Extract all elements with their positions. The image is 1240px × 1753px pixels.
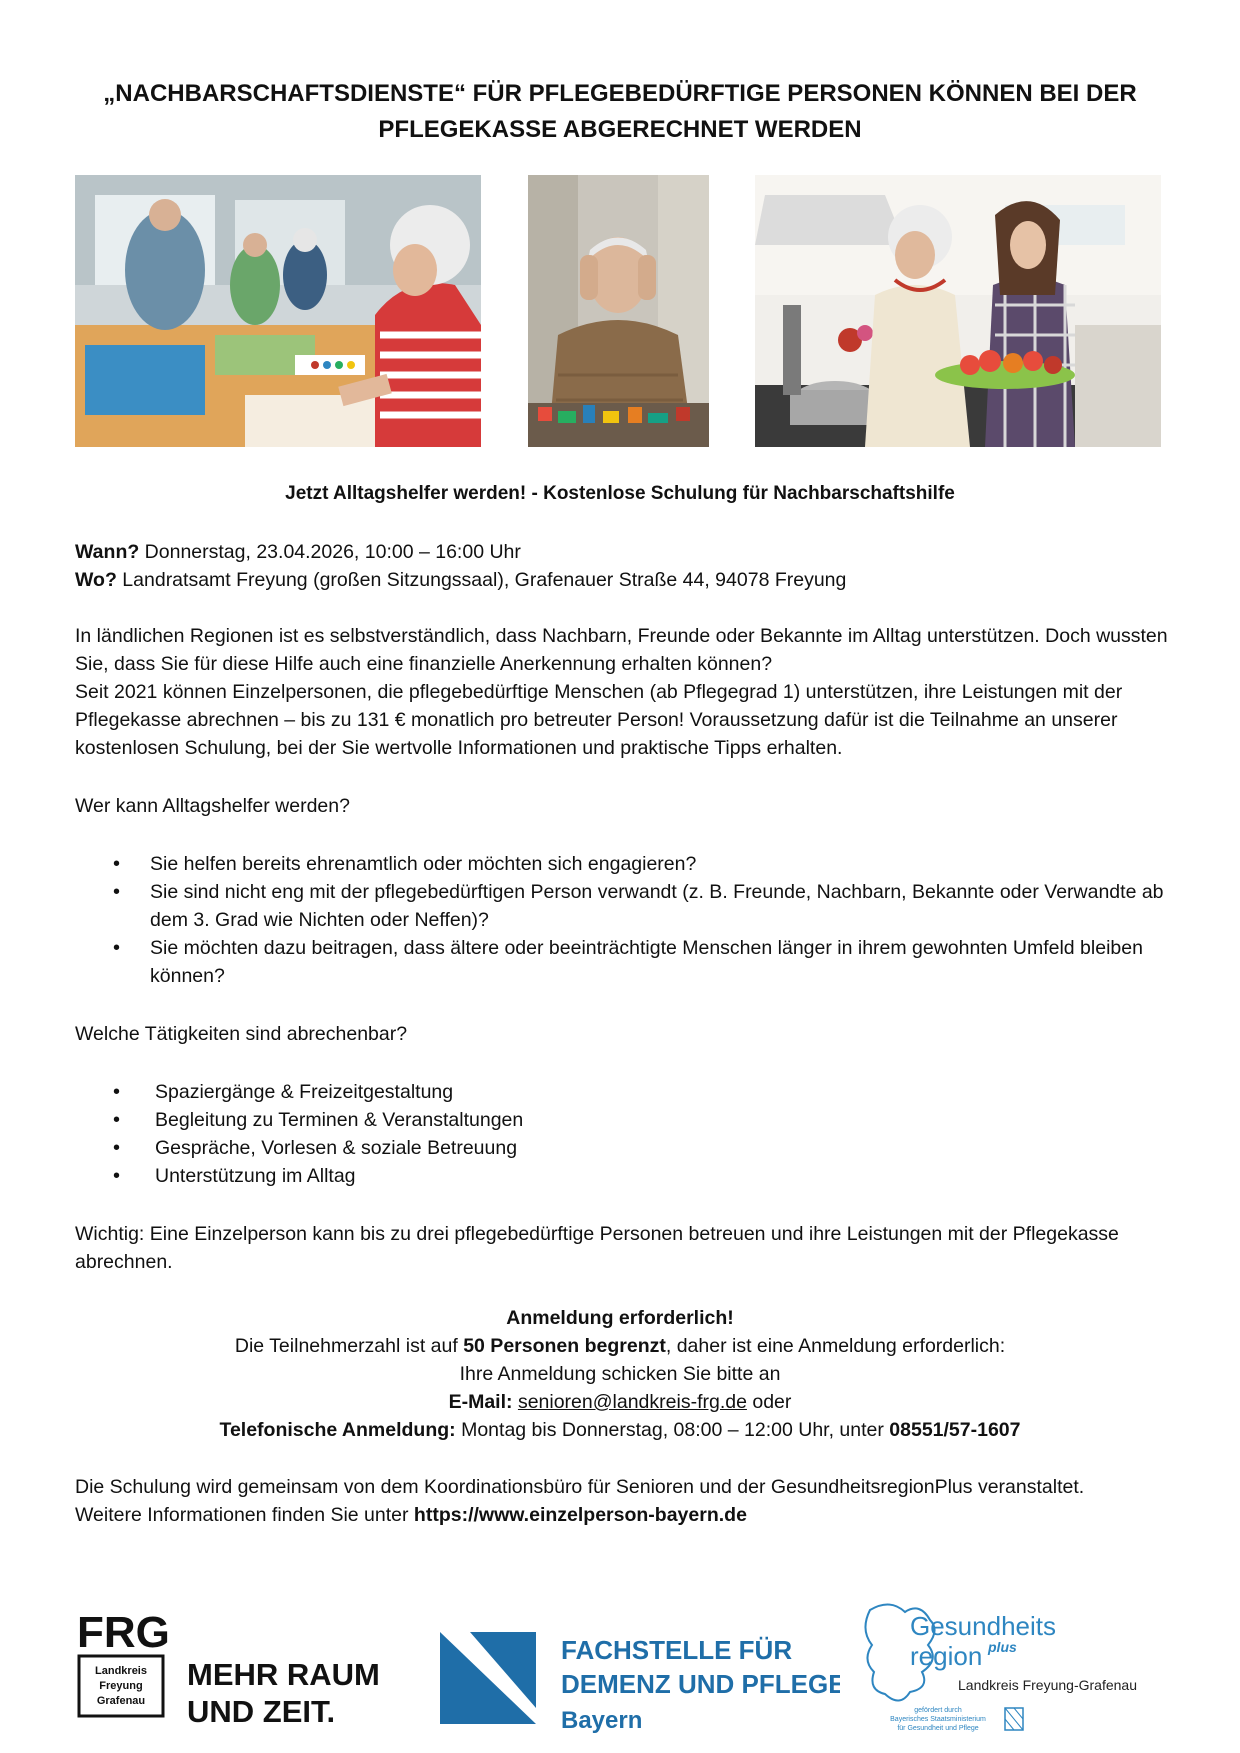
fachstelle-logo <box>440 1590 840 1740</box>
event-when <box>75 538 1170 566</box>
fachstelle-line-2: DEMENZ UND PFLEGE <box>561 1669 840 1699</box>
title-line-1: „NACHBARSCHAFTSDIENSTE“ FÜR PFLEGEBEDÜRFTIGE PERSONEN KÖNNEN BEI DER <box>103 80 1137 107</box>
frg-slogan-2: UND ZEIT. <box>187 1694 336 1729</box>
region-word: region <box>910 1641 983 1671</box>
list-item: • Spaziergänge & Freizeitgestaltung <box>75 1078 1170 1106</box>
email-label: E-Mail: <box>448 1391 513 1413</box>
phone-line: Telefonische Anmeldung: Montag bis Donnerstag, 08:00 – 12:00 Uhr, unter 08551/57-1607 <box>219 1419 1021 1441</box>
activities-list <box>75 1078 1170 1190</box>
plus-word: plus <box>988 1639 1017 1655</box>
question-2-heading: Welche Tätigkeiten sind abrechenbar? <box>75 1023 408 1045</box>
where-value: Landratsamt Freyung (großen Sitzungssaal), Grafenauer Straße 44, 94078 Freyung <box>116 569 847 591</box>
website-link[interactable]: https://www.einzelperson-bayern.de <box>413 1504 747 1526</box>
frg-logo <box>75 1590 395 1740</box>
training-subtitle: Jetzt Alltagshelfer werden! - Kostenlose Schulung für Nachbarschaftshilfe <box>285 483 955 504</box>
event-where <box>75 566 1170 594</box>
registration-block <box>75 1304 1165 1444</box>
svg-text:für Gesundheit und Pflege: für Gesundheit und Pflege <box>897 1725 979 1732</box>
question-1-heading: Wer kann Alltagshelfer werden? <box>75 795 350 817</box>
registration-heading: Anmeldung erforderlich! <box>506 1307 734 1329</box>
eligibility-list <box>75 850 1170 990</box>
gesundheitsregion-logo <box>860 1590 1160 1740</box>
district-name: Landkreis Freyung-Grafenau <box>958 1677 1137 1693</box>
when-label: Wann? <box>75 541 140 563</box>
list-item: • Sie helfen bereits ehrenamtlich oder möchten sich engagieren? <box>75 850 1170 878</box>
more-info-line: Weitere Informationen finden Sie unter https://www.einzelperson-bayern.de <box>75 1504 747 1526</box>
senior-painting-photo <box>75 175 481 447</box>
svg-text:Landkreis: Landkreis <box>95 1665 147 1677</box>
list-item: • Sie möchten dazu beitragen, dass ältere oder beeinträchtigte Menschen länger in ihrem gewohnten Umfeld bleiben können? <box>75 934 1170 990</box>
svg-text:gefördert durch: gefördert durch <box>914 1707 962 1714</box>
senior-man-headache-photo <box>528 175 709 447</box>
intro-paragraph-2: Seit 2021 können Einzelpersonen, die pflegebedürftige Menschen (ab Pflegegrad 1) unterstützen, ihre Leistungen mit der Pflegekasse abrechnen – bis zu 131 € monatlich pro betreuter Person! Voraussetzung dafür ist die Teilnahme an unserer kostenlosen Schulung, bei der Sie wertvolle Informationen und praktische Tipps erhalten. <box>75 681 1123 759</box>
page-title <box>75 76 1165 148</box>
phone-label: Telefonische Anmeldung: <box>219 1419 456 1441</box>
event-details <box>75 538 1170 594</box>
intro-paragraph-1: In ländlichen Regionen ist es selbstverständlich, dass Nachbarn, Freunde oder Bekannte im Alltag unterstützen. Doch wussten Sie, dass Sie für diese Hilfe auch eine finanzielle Anerkennung erhalten können? <box>75 625 1168 675</box>
organizers-line: Die Schulung wird gemeinsam von dem Koordinationsbüro für Senioren und der GesundheitsregionPlus veranstaltet. <box>75 1476 1085 1498</box>
intro-text <box>75 622 1170 762</box>
list-item: • Begleitung zu Terminen & Veranstaltungen <box>75 1106 1170 1134</box>
svg-text:Freyung: Freyung <box>99 1680 143 1692</box>
closing-text <box>75 1473 1170 1529</box>
when-value: Donnerstag, 23.04.2026, 10:00 – 16:00 Uhr <box>139 541 521 563</box>
send-instruction: Ihre Anmeldung schicken Sie bitte an <box>459 1363 781 1385</box>
list-item: • Sie sind nicht eng mit der pflegebedürftigen Person verwandt (z. B. Freunde, Nachbarn, Bekannte oder Verwandte ab dem 3. Grad wie Nichten oder Neffen)? <box>75 878 1170 934</box>
fachstelle-line-1: FACHSTELLE FÜR <box>561 1635 793 1665</box>
important-note: Wichtig: Eine Einzelperson kann bis zu drei pflegebedürftige Personen betreuen und ihre Leistungen mit der Pflegekasse abrechnen. <box>75 1223 1119 1273</box>
fachstelle-line-3: Bayern <box>561 1707 643 1734</box>
phone-number: 08551/57-1607 <box>889 1419 1021 1441</box>
gesundheits-word: Gesundheits <box>910 1611 1056 1641</box>
where-label: Wo? <box>75 569 117 591</box>
title-line-2: PFLEGEKASSE ABGERECHNET WERDEN <box>378 116 862 143</box>
participant-limit: Die Teilnehmerzahl ist auf 50 Personen begrenzt, daher ist eine Anmeldung erforderlich: <box>234 1335 1006 1357</box>
women-cooking-photo <box>755 175 1161 447</box>
email-line: E-Mail: senioren@landkreis-frg.de oder <box>448 1391 792 1413</box>
frg-abbr: FRG <box>77 1608 170 1657</box>
email-link[interactable]: senioren@landkreis-frg.de <box>517 1391 747 1413</box>
svg-text:Bayerisches Staatsministerium: Bayerisches Staatsministerium <box>890 1716 986 1723</box>
frg-slogan-1: MEHR RAUM <box>187 1657 380 1692</box>
list-item: • Unterstützung im Alltag <box>75 1162 1170 1190</box>
svg-text:Grafenau: Grafenau <box>96 1695 146 1707</box>
list-item: • Gespräche, Vorlesen & soziale Betreuung <box>75 1134 1170 1162</box>
